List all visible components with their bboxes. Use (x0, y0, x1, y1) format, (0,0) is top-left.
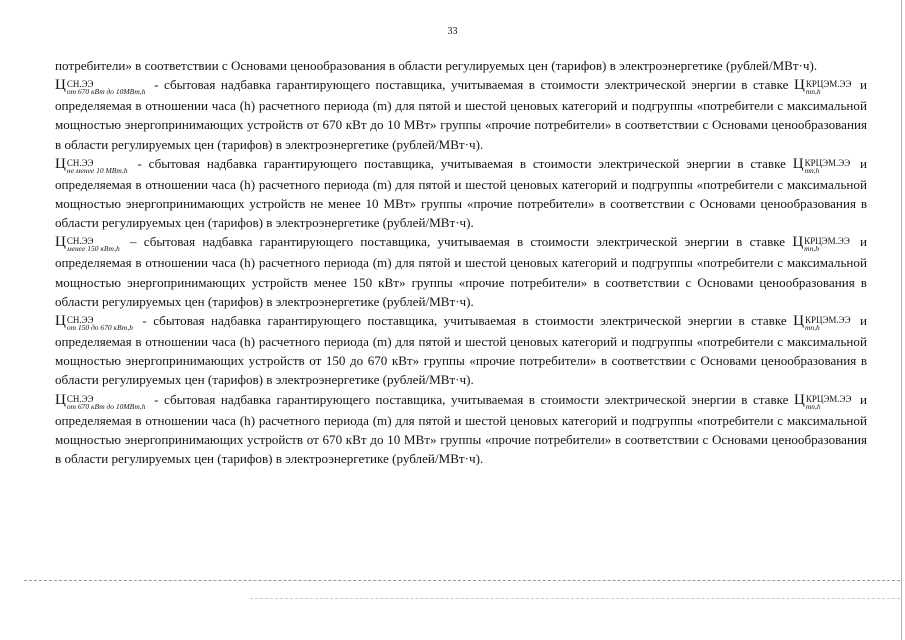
formula-symbol (55, 234, 123, 254)
rate-symbol (794, 77, 854, 97)
symbol-superscript: СН.ЭЭ (66, 315, 94, 326)
symbol-base: Ц (55, 313, 66, 330)
rate-symbol (793, 313, 853, 333)
rate-symbol-base: Ц (794, 391, 805, 408)
rate-symbol-superscript: КРЦЭМ.ЭЭ (805, 79, 852, 90)
rate-symbol-base: Ц (794, 77, 805, 94)
rate-symbol-subscript: mn,h (804, 244, 819, 254)
symbol-subscript: от 670 кВт до 10МВт,h (66, 401, 146, 411)
symbol-subscript: от 150 до 670 кВт,h (66, 323, 133, 333)
symbol-base: Ц (55, 77, 66, 94)
definition-paragraph (55, 232, 867, 311)
definition-paragraph (55, 75, 867, 154)
symbol-base: Ц (55, 391, 66, 408)
definition-text: - сбытовая надбавка гарантирующего поставщика, учитываемая в стоимости электрической энергии в ставке (130, 155, 793, 171)
document-body (55, 56, 867, 468)
rate-symbol (792, 234, 852, 254)
definition-text: - сбытовая надбавка гарантирующего поставщика, учитываемая в стоимости электрической энергии в ставке (135, 313, 794, 329)
formula-symbol (55, 391, 149, 411)
page-right-border (901, 0, 902, 640)
rate-symbol-subscript: mn,h (804, 323, 820, 333)
formula-symbol (55, 77, 149, 97)
definition-text: и определяемая в отношении часа (h) расчетного периода (m) для пятой и шестой ценовых категорий и подгруппы «потребители с максимальной мощностью энергопринимающих устройств от 150 до 670 кВт» группы «прочие потребители» в соответствии с Основами ценообразования в области регулируемых цен (тарифов) в электроэнергетике (рублей/МВт·ч). (55, 313, 867, 388)
rate-symbol-superscript: КРЦЭМ.ЭЭ (804, 315, 851, 326)
page-cut-line (24, 580, 900, 581)
page-number: 33 (447, 26, 458, 37)
symbol-superscript: СН.ЭЭ (66, 393, 94, 404)
rate-symbol-superscript: КРЦЭМ.ЭЭ (804, 157, 851, 168)
symbol-subscript: не менее 10 МВт,h (66, 165, 128, 175)
rate-symbol-base: Ц (792, 234, 804, 251)
symbol-subscript: менее 150 кВт,h (66, 244, 120, 254)
rate-symbol-subscript: mn,h (805, 401, 821, 411)
definition-paragraph (55, 390, 867, 469)
symbol-superscript: СН.ЭЭ (66, 157, 94, 168)
definition-paragraph (55, 154, 867, 233)
formula-symbol (55, 313, 136, 333)
rate-symbol-superscript: КРЦЭМ.ЭЭ (805, 393, 852, 404)
symbol-base: Ц (55, 234, 66, 251)
definition-text: - сбытовая надбавка гарантирующего поставщика, учитываемая в стоимости электрической энергии в ставке (148, 77, 795, 93)
symbol-subscript: от 670 кВт до 10МВт,h (66, 87, 146, 97)
symbol-base: Ц (55, 155, 66, 172)
rate-symbol-subscript: mn,h (805, 87, 821, 97)
rate-symbol-base: Ц (792, 155, 804, 172)
definition-text: и определяемая в отношении часа (h) расчетного периода (m) для пятой и шестой ценовых категорий и подгруппы «потребители с максимальной мощностью энергопринимающих устройств от 670 кВт до 10 МВт» группы «прочие потребители» в соответствии с Основами ценообразования в области регулируемых цен (тарифов) в электроэнергетике (рублей/МВт·ч). (55, 77, 867, 152)
rate-symbol-superscript: КРЦЭМ.ЭЭ (804, 236, 850, 247)
definition-text: - сбытовая надбавка гарантирующего поставщика, учитываемая в стоимости электрической энергии в ставке (148, 391, 795, 407)
definition-paragraph (55, 311, 867, 390)
rate-symbol-subscript: mn,h (804, 165, 820, 175)
definition-text: и определяемая в отношении часа (h) расчетного периода (m) для пятой и шестой ценовых категорий и подгруппы «потребители с максимальной мощностью энергопринимающих устройств менее 150 кВт» группы «прочие потребители» в соответствии с Основами ценообразования в области регулируемых цен (тарифов) в электроэнергетике (рублей/МВт·ч). (55, 234, 867, 309)
rate-symbol-base: Ц (793, 313, 804, 330)
symbol-superscript: СН.ЭЭ (66, 236, 94, 247)
definition-text: – сбытовая надбавка гарантирующего поставщика, учитываемая в стоимости электрической энергии в ставке (122, 234, 793, 250)
intro-paragraph: потребители» в соответствии с Основами ценообразования в области регулируемых цен (тарифов) в электроэнергетике (рублей/МВт·ч). (55, 58, 818, 73)
rate-symbol (792, 155, 853, 175)
symbol-superscript: СН.ЭЭ (66, 79, 94, 90)
definition-text: и определяемая в отношении часа (h) расчетного периода (m) для пятой и шестой ценовых категорий и подгруппы «потребители с максимальной мощностью энергопринимающих устройств не менее 10 МВт» группы «прочие потребители» в соответствии с Основами ценообразования в области регулируемых цен (тарифов) в электроэнергетике (рублей/МВт·ч). (55, 155, 868, 231)
page-cut-line-faint (250, 598, 900, 599)
definition-text: и определяемая в отношении часа (h) расчетного периода (m) для пятой и шестой ценовых категорий и подгруппы «потребители с максимальной мощностью энергопринимающих устройств от 670 кВт до 10 МВт» группы «прочие потребители» в соответствии с Основами ценообразования в области регулируемых цен (тарифов) в электроэнергетике (рублей/МВт·ч). (55, 391, 867, 467)
formula-symbol (55, 155, 131, 175)
rate-symbol (794, 391, 854, 411)
